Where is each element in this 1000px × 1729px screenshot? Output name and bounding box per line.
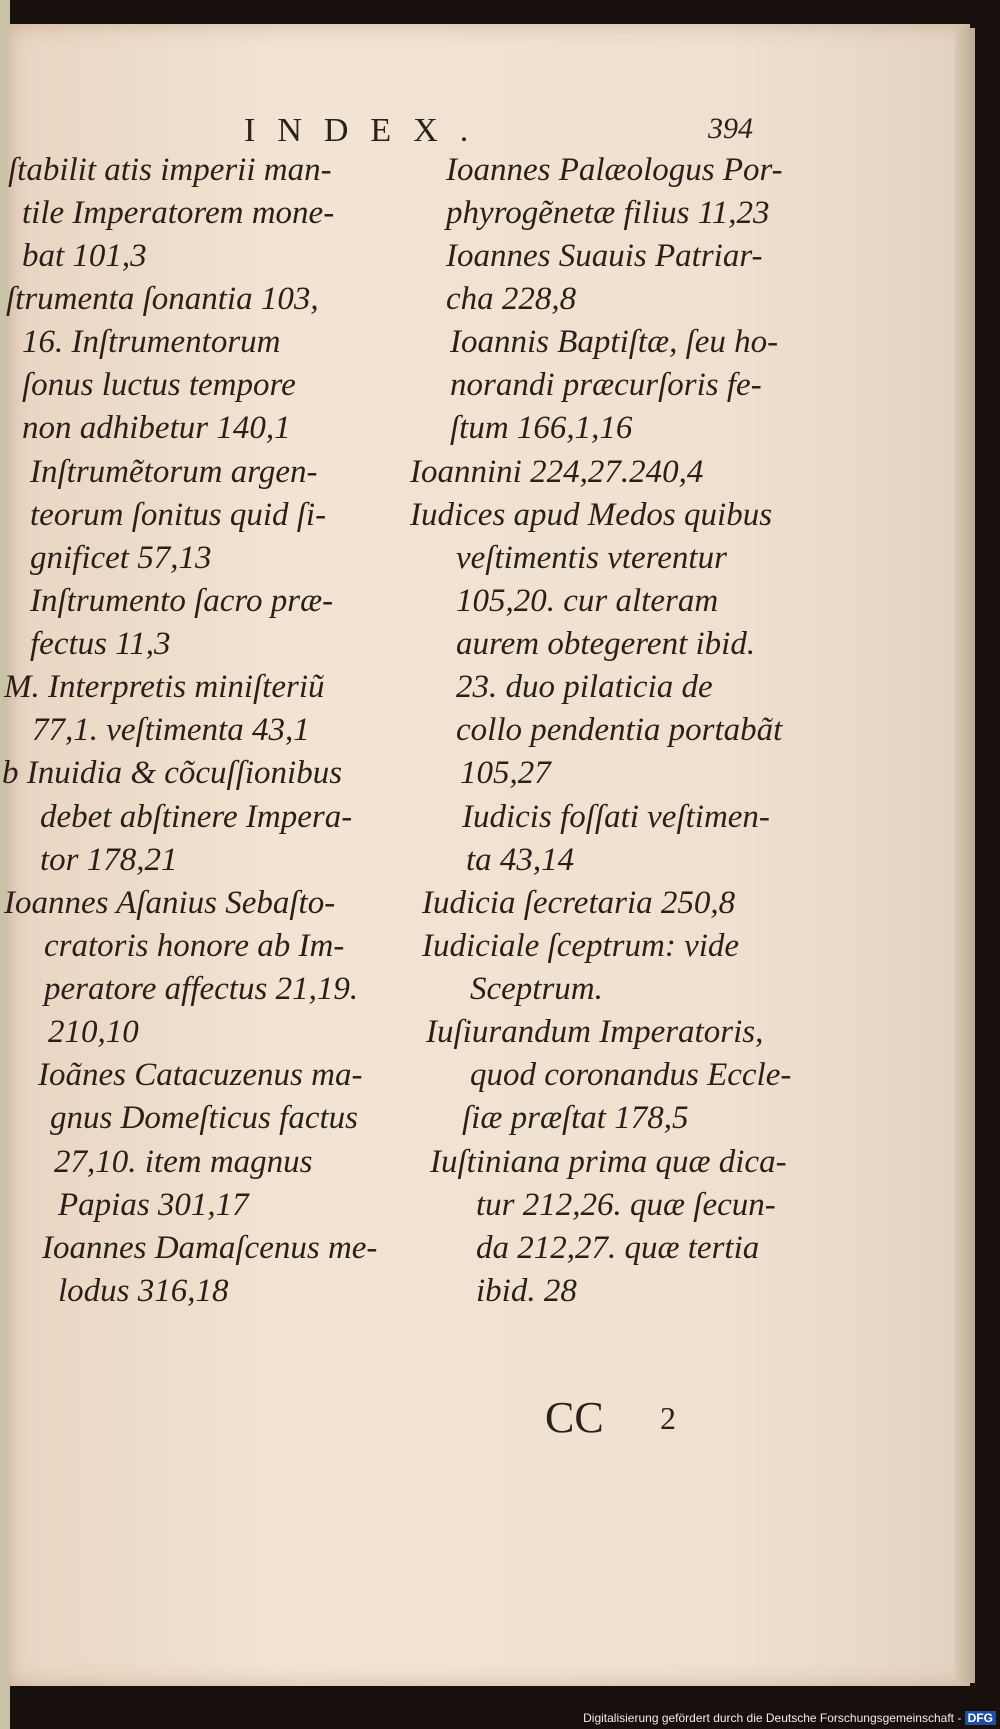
index-line: Iudicia ſecretaria 250,8 <box>422 885 736 921</box>
index-line: peratore affectus 21,19. <box>44 971 359 1007</box>
index-line: Iuſiurandum Imperatoris, <box>426 1014 764 1050</box>
index-line: gnus Domeſticus factus <box>50 1100 358 1136</box>
signature-number: 2 <box>660 1400 676 1436</box>
index-line: ſtum 166,1,16 <box>450 410 633 446</box>
running-title: INDEX. <box>244 112 491 149</box>
index-line: cha 228,8 <box>446 281 577 317</box>
index-line: 105,20. cur alteram <box>456 583 719 619</box>
index-line: tur 212,26. quæ ſecun- <box>476 1187 776 1223</box>
index-line: Sceptrum. <box>470 971 603 1007</box>
index-line: ibid. 28 <box>476 1273 577 1309</box>
index-line: Iuſtiniana prima quæ dica- <box>430 1144 787 1180</box>
index-line: da 212,27. quæ tertia <box>476 1230 760 1266</box>
index-line: quod coronandus Eccle- <box>470 1057 792 1093</box>
index-line: debet abſtinere Impera- <box>40 799 353 835</box>
index-line: bat 101,3 <box>22 238 147 274</box>
index-line: b Inuidia & cõcuſſionibus <box>2 755 343 791</box>
index-line: tor 178,21 <box>40 842 178 878</box>
index-line: Ioannes Palæologus Por- <box>446 152 783 188</box>
index-line: teorum ſonitus quid ſi- <box>30 497 327 533</box>
index-line: ſtabilit atis imperii man- <box>8 152 332 188</box>
index-line: Ioannes Aſanius Sebaſto- <box>4 885 336 921</box>
credit-text: Digitalisierung gefördert durch die Deutsche Forschungsgemeinschaft - <box>583 1711 965 1725</box>
index-line: fectus 11,3 <box>30 626 171 662</box>
index-line: Inſtrumento ſacro præ- <box>30 583 334 619</box>
index-line: Ioannes Suauis Patriar- <box>446 238 763 274</box>
index-line: Iudicis foſſati veſtimen- <box>462 799 770 835</box>
index-line: Ioannes Damaſcenus me- <box>42 1230 378 1266</box>
index-line: aurem obtegerent ibid. <box>456 626 756 662</box>
index-line: 210,10 <box>48 1014 139 1050</box>
index-line: Inſtrumẽtorum argen- <box>30 454 318 490</box>
index-line: norandi præcurſoris fe- <box>450 367 762 403</box>
index-line: phyrogẽnetæ filius 11,23 <box>446 195 770 231</box>
index-line: veſtimentis vterentur <box>456 540 727 576</box>
dfg-logo: DFG <box>965 1711 996 1725</box>
index-line: 77,1. veſtimenta 43,1 <box>32 712 310 748</box>
index-line: collo pendentia portabãt <box>456 712 783 748</box>
index-line: ſtrumenta ſonantia 103, <box>6 281 319 317</box>
index-line: Papias 301,17 <box>58 1187 249 1223</box>
index-line: 23. duo pilaticia de <box>456 669 713 705</box>
page-number: 394 <box>708 112 753 145</box>
index-line: gnificet 57,13 <box>30 540 212 576</box>
index-line: Ioannini 224,27.240,4 <box>410 454 704 490</box>
index-line: 27,10. item magnus <box>54 1144 313 1180</box>
index-line: Iudiciale ſceptrum: vide <box>422 928 740 964</box>
index-line: 105,27 <box>460 755 551 791</box>
index-line: ta 43,14 <box>466 842 575 878</box>
index-line: cratoris honore ab Im- <box>44 928 345 964</box>
index-line: 16. Inſtrumentorum <box>22 324 281 360</box>
index-line: ſonus luctus tempore <box>22 367 296 403</box>
index-line: M. Interpretis miniſteriũ <box>4 669 325 705</box>
index-line: lodus 316,18 <box>58 1273 229 1309</box>
index-line: ſiæ præſtat 178,5 <box>462 1100 689 1136</box>
index-line: tile Imperatorem mone- <box>22 195 335 231</box>
index-line: Ioãnes Catacuzenus ma- <box>38 1057 363 1093</box>
index-line: non adhibetur 140,1 <box>22 410 291 446</box>
index-line: Ioannis Baptiſtæ, ſeu ho- <box>450 324 779 360</box>
index-line: Iudices apud Medos quibus <box>410 497 773 533</box>
signature-mark: CC <box>545 1393 604 1442</box>
digitization-credit <box>583 1711 996 1725</box>
